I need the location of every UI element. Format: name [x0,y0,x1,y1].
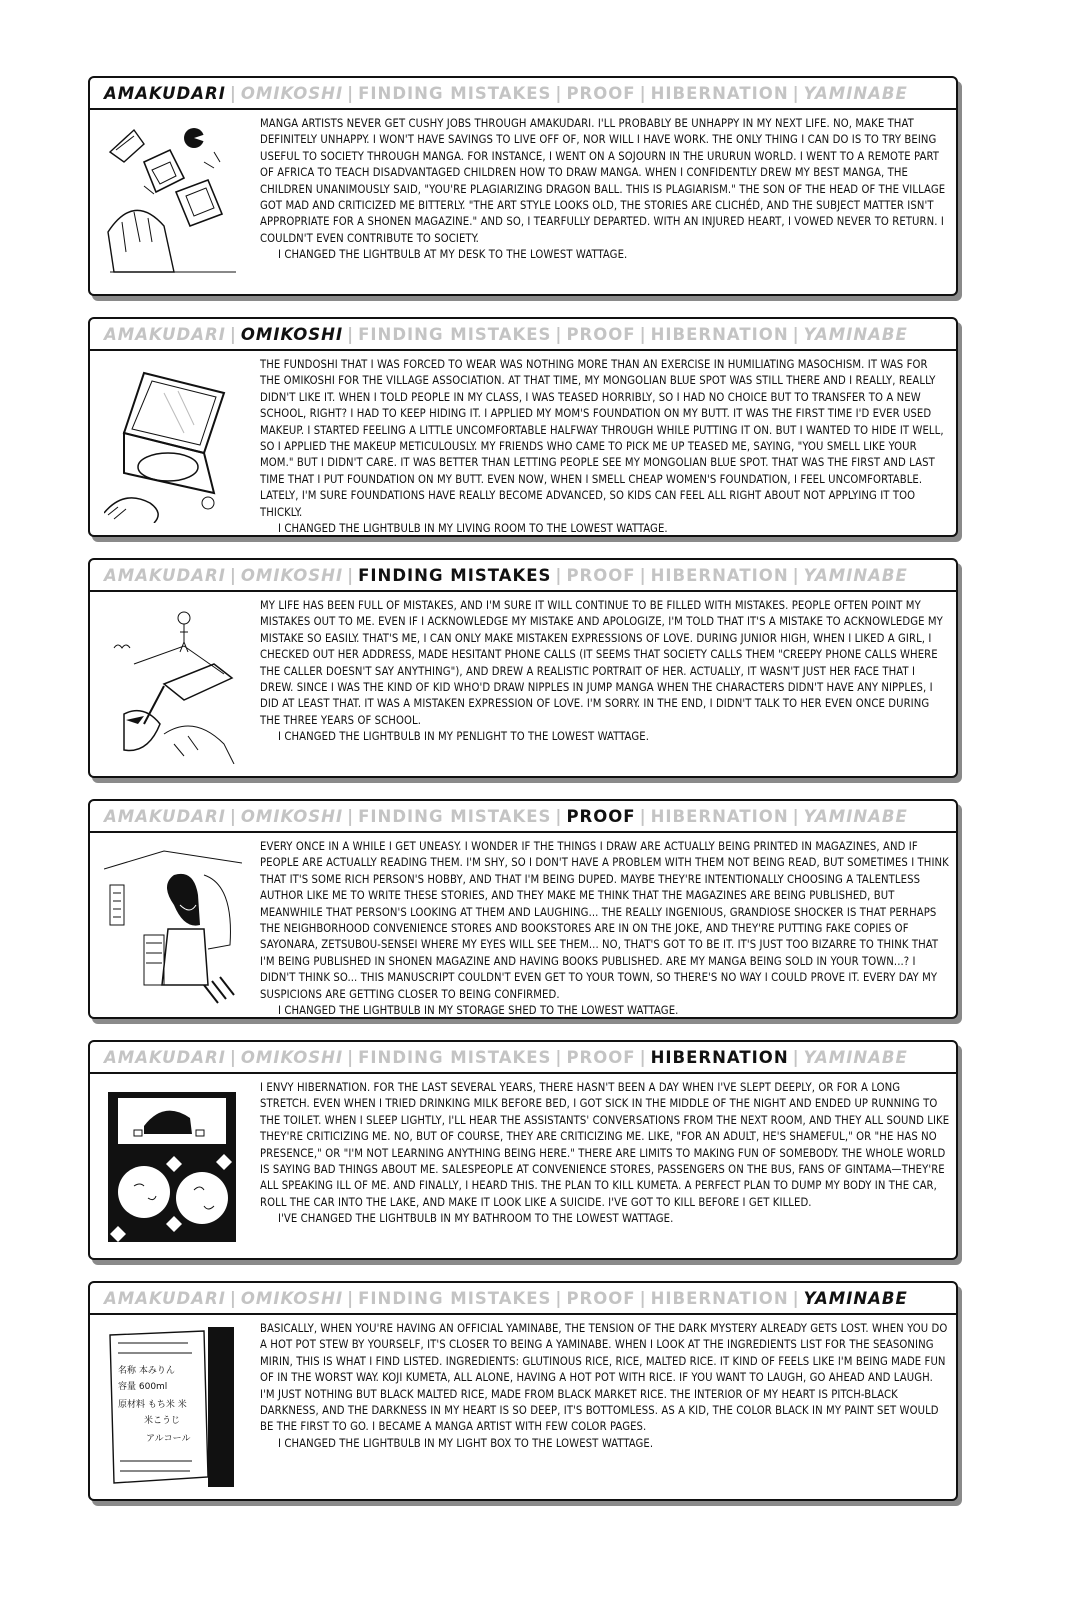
illustration-compact-mirror [104,363,242,523]
illustration-sleeping-futon [104,1086,242,1246]
tab-bar: AMAKUDARI | OMIKOSHI | FINDING MISTAKES | PROOF | HIBERNATION | YAMINABE [90,1283,956,1315]
tab-omikoshi: OMIKOSHI [240,566,344,585]
section-body [260,1080,950,1228]
section-finding-mistakes [88,558,958,778]
section-body [260,1321,950,1452]
tab-yaminabe: YAMINABE [803,325,908,344]
tab-proof: PROOF [566,1289,636,1308]
tab-proof: PROOF [566,84,636,103]
tab-finding-mistakes: FINDING MISTAKES [358,325,552,344]
illustration-magazine-rack [104,845,242,1005]
illustration-mirin-label [104,1327,242,1487]
tab-proof: PROOF [566,566,636,585]
tab-finding-mistakes: FINDING MISTAKES [358,807,552,826]
section-closing-line: I CHANGED THE LIGHTBULB AT MY DESK TO THE LOWEST WATTAGE. [278,248,628,262]
label-line: 米こうじ [144,1416,181,1426]
section-yaminabe [88,1281,958,1501]
tab-omikoshi: OMIKOSHI [240,325,344,344]
tab-amakudari: AMAKUDARI [104,325,226,344]
section-body [260,116,950,264]
tab-bar: AMAKUDARI | OMIKOSHI | FINDING MISTAKES | PROOF | HIBERNATION | YAMINABE [90,1042,956,1074]
section-text: THE FUNDOSHI THAT I WAS FORCED TO WEAR WAS NOTHING MORE THAN AN EXERCISE IN HUMILIATING MASOCHISM. IT WAS FOR THE OMIKOSHI FOR THE VILLAGE ASSOCIATION. AT THAT TIME, MY MONGOLIAN BLUE SPOT WAS STILL THERE AND I REALLY, REALLY DIDN'T LIKE IT. WHEN I TOLD PEOPLE IN MY CLASS, I WAS TEASED HORRIBLY, SO I HAD NO CHOICE BUT TO TRANSFER TO A NEW SCHOOL, RIGHT? I HAD TO KEEP HIDING IT. I APPLIED MY MOM'S FOUNDATION ON MY BUTT. IT WAS THE FIRST TIME I'D EVER USED MAKEUP. I STARTED FEELING A LITTLE UNCOMFORTABLE HALFWAY THROUGH WHILE PUTTING IT ON. BUT I WANTED TO HIDE IT WELL, SO I APPLIED THE MAKEUP METICULOUSLY. MY FRIENDS WHO CAME TO PICK ME UP TEASED ME, SAYING, "YOU SMELL LIKE YOUR MOM." BUT I DIDN'T CARE. IT WAS BETTER THAN LETTING PEOPLE SEE MY MONGOLIAN BLUE SPOT. THAT WAS THE FIRST AND LAST TIME THAT I PUT FOUNDATION ON MY BUTT. EVEN NOW, WHEN I SMELL CHEAP WOMEN'S FOUNDATION, I FEEL UNCOMFORTABLE. LATELY, I'M SURE FOUNDATIONS HAVE REALLY BECOME ADVANCED, SO KIDS CAN FEEL ALL RIGHT ABOUT NOT APPLYING IT TOO THICKLY. [260,358,944,519]
tab-yaminabe: YAMINABE [803,807,908,826]
section-body [260,598,950,746]
section-closing-line: I CHANGED THE LIGHTBULB IN MY LIGHT BOX TO THE LOWEST WATTAGE. [278,1436,654,1450]
label-line: 容量 600ml [118,1382,168,1392]
section-proof [88,799,958,1019]
tab-yaminabe: YAMINABE [803,84,908,103]
label-line: 原材料 もち米 米 [118,1400,187,1410]
tab-bar: AMAKUDARI | OMIKOSHI | FINDING MISTAKES | PROOF | HIBERNATION | YAMINABE [90,801,956,833]
tab-amakudari: AMAKUDARI [104,84,226,103]
tab-yaminabe: YAMINABE [803,1048,908,1067]
tab-bar: AMAKUDARI | OMIKOSHI | FINDING MISTAKES | PROOF | HIBERNATION | YAMINABE [90,560,956,592]
section-text: BASICALLY, WHEN YOU'RE HAVING AN OFFICIAL YAMINABE, THE TENSION OF THE DARK MYSTERY ALREADY GETS LOST. WHEN YOU DO A HOT POT STEW BY YOURSELF, IT'S CLOSER TO BEING A YAMINABE. WHEN I LOOK AT THE INGREDIENTS LIST FOR THE SEASONING MIRIN, THIS IS WHAT I FIND LISTED. INGREDIENTS: GLUTINOUS RICE, RICE, MALTED RICE. IT KIND OF FEELS LIKE I'M BEING MADE FUN OF IN THE WORST WAY. KOJI KUMETA, ALL ALONE, HAVING A HOT POT WITH RICE. IF YOU WANT TO LAUGH, GO AHEAD AND LAUGH. I'M JUST NOTHING BUT BLACK MALTED RICE, MADE FROM BLACK MARKET RICE. THE INTERIOR OF MY HEART IS PITCH-BLACK DARKNESS, AND THE DARKNESS IN MY HEART IS SO DEEP, IT'S BOTTOMLESS. AS A KID, THE COLOR BLACK IN MY PAINT SET WOULD BE THE FIRST TO GO. I BECAME A MANGA ARTIST WITH FEW COLOR PAGES. [260,1322,948,1434]
section-closing-line: I CHANGED THE LIGHTBULB IN MY PENLIGHT TO THE LOWEST WATTAGE. [278,730,649,744]
tab-bar: AMAKUDARI | OMIKOSHI | FINDING MISTAKES | PROOF | HIBERNATION | YAMINABE [90,319,956,351]
section-body [260,839,950,1019]
tab-amakudari: AMAKUDARI [104,1048,226,1067]
tab-yaminabe: YAMINABE [803,1289,908,1308]
tab-hibernation: HIBERNATION [650,807,789,826]
tab-omikoshi: OMIKOSHI [240,1289,344,1308]
section-text: MY LIFE HAS BEEN FULL OF MISTAKES, AND I'M SURE IT WILL CONTINUE TO BE FILLED WITH MISTAKES. PEOPLE OFTEN POINT MY MISTAKES OUT TO ME. EVEN IF I ACKNOWLEDGE MY MISTAKE AND APOLOGIZE, I'M TOLD THAT IT'S A MISTAKE TO ACKNOWLEDGE MY MISTAKE SO EASILY. THAT'S ME, I CAN ONLY MAKE MISTAKEN EXPRESSIONS OF LOVE. DURING JUNIOR HIGH, WHEN I LIKED A GIRL, I CHECKED OUT HER ADDRESS, MADE HESITANT PHONE CALLS (IT SEEMS THAT SOCIETY CALLS THEM "CREEPY PHONE CALLS WHERE THE CALLER DOESN'T SAY ANYTHING"), AND DREW A REALISTIC PORTRAIT OF HER. ACTUALLY, IT WASN'T JUST HER FACE THAT I DREW. SINCE I WAS THE KIND OF KID WHO'D DRAW NIPPLES IN JUMP MANGA WHEN THE CHARACTERS DIDN'T HAVE ANY NIPPLES, I DID AT LEAST THAT. IT WAS A MISTAKEN EXPRESSION OF LOVE. I'M SORRY. IN THE END, I DIDN'T TALK TO HER EVEN ONCE DURING THE THREE YEARS OF SCHOOL. [260,599,943,727]
section-closing-line: I CHANGED THE LIGHTBULB IN MY LIVING ROOM TO THE LOWEST WATTAGE. [278,522,668,536]
illustration-falling-papers [104,122,242,282]
tab-finding-mistakes: FINDING MISTAKES [358,1048,552,1067]
tab-proof: PROOF [566,807,636,826]
tab-finding-mistakes: FINDING MISTAKES [358,84,552,103]
section-closing-line: I CHANGED THE LIGHTBULB IN MY STORAGE SHED TO THE LOWEST WATTAGE. [278,1004,679,1018]
section-hibernation [88,1040,958,1260]
section-amakudari [88,76,958,296]
tab-hibernation: HIBERNATION [650,1289,789,1308]
section-closing-line: I'VE CHANGED THE LIGHTBULB IN MY BATHROOM TO THE LOWEST WATTAGE. [278,1212,674,1226]
tab-hibernation: HIBERNATION [650,1048,789,1067]
tab-omikoshi: OMIKOSHI [240,84,344,103]
tab-omikoshi: OMIKOSHI [240,807,344,826]
tab-omikoshi: OMIKOSHI [240,1048,344,1067]
label-line: アルコール [146,1434,191,1444]
illustration-drawing-hand [104,604,242,764]
tab-proof: PROOF [566,325,636,344]
tab-proof: PROOF [566,1048,636,1067]
tab-finding-mistakes: FINDING MISTAKES [358,566,552,585]
tab-hibernation: HIBERNATION [650,84,789,103]
tab-amakudari: AMAKUDARI [104,566,226,585]
tab-hibernation: HIBERNATION [650,566,789,585]
tab-amakudari: AMAKUDARI [104,807,226,826]
tab-yaminabe: YAMINABE [803,566,908,585]
label-line: 名称 本みりん [118,1366,175,1376]
tab-finding-mistakes: FINDING MISTAKES [358,1289,552,1308]
tab-bar: AMAKUDARI | OMIKOSHI | FINDING MISTAKES | PROOF | HIBERNATION | YAMINABE [90,78,956,110]
section-text: EVERY ONCE IN A WHILE I GET UNEASY. I WONDER IF THE THINGS I DRAW ARE ACTUALLY BEING PRINTED IN MAGAZINES, AND IF PEOPLE ARE ACTUALLY READING THEM. I'M SHY, SO I DON'T HAVE A PROBLEM WITH THEM NOT BEING READ, BUT SOMETIMES I THINK THAT IT'S SOME RICH PERSON'S HOBBY, AND THAT I'M BEING DUPED. MAYBE THEY'RE INTENTIONALLY CHOOSING A TALENTLESS AUTHOR LIKE ME TO WRITE THESE STORIES, AND THEY MAKE ME THINK THAT THE MAGAZINES ARE BEING PUBLISHED, BUT MEANWHILE THAT PERSON'S LOOKING AT THEM AND LAUGHING... THE REALLY INGENIOUS, GRANDIOSE SHOCKER IS THAT PERHAPS THE NEIGHBORHOOD CONVENIENCE STORES AND BOOKSTORES ARE IN ON THE JOKE, AND THEY'RE PUTTING FAKE COPIES OF SAYONARA, ZETSUBOU-SENSEI WHERE MY EYES WILL SEE THEM... NO, THAT'S GOT TO BE IT. IT'S JUST TOO BIZARRE TO THINK THAT I'M BEING PUBLISHED IN SHONEN MAGAZINE AND HAVING BOOKS PUBLISHED. ARE MY MANGA BEING SOLD IN YOUR TOWN...? I DIDN'T THINK SO... THIS MANUSCRIPT COULDN'T EVEN GET TO YOUR TOWN, SO THERE'S NO WAY I COULD PROVE IT. EVERY DAY MY SUSPICIONS ARE GETTING CLOSER TO BEING CONFIRMED. [260,840,949,1001]
section-body [260,357,950,537]
section-text: I ENVY HIBERNATION. FOR THE LAST SEVERAL YEARS, THERE HASN'T BEEN A DAY WHEN I'VE SLEPT DEEPLY, OR FOR A LONG STRETCH. EVEN WHEN I TRIED DRINKING MILK BEFORE BED, I GOT SICK IN THE MIDDLE OF THE NIGHT AND ENDED UP RUNNING TO THE TOILET. WHEN I SLEEP LIGHTLY, I'LL HEAR THE ASSISTANTS' CONVERSATIONS FROM THE NEXT ROOM, AND THEY ALL SOUND LIKE THEY'RE CRITICIZING ME. NO, BUT OF COURSE, THEY ARE CRITICIZING ME. LIKE, "FOR AN ADULT, HE'S SHAMEFUL," OR "HE HAS NO PRESENCE," OR "I'M NOT LEARNING ANYTHING BEING HERE." THERE ARE LIMITS TO MAKING FUN OF SOMEBODY. THE WHOLE WORLD IS SAYING BAD THINGS ABOUT ME. SALESPEOPLE AT CONVENIENCE STORES, PASSENGERS ON THE BUS, FANS OF GINTAMA—THEY'RE ALL SPEAKING ILL OF ME. AND FINALLY, I HEARD THIS. THE PLAN TO KILL KUMETA. A PERFECT PLAN TO DUMP MY BODY IN THE CAR, ROLL THE CAR INTO THE LAKE, AND MAKE IT LOOK LIKE A SUICIDE. I'VE GOT TO KILL BEFORE I GET KILLED. [260,1081,950,1209]
section-omikoshi [88,317,958,537]
tab-hibernation: HIBERNATION [650,325,789,344]
tab-amakudari: AMAKUDARI [104,1289,226,1308]
section-text: MANGA ARTISTS NEVER GET CUSHY JOBS THROUGH AMAKUDARI. I'LL PROBABLY BE UNHAPPY IN MY NEXT LIFE. NO, MAKE THAT DEFINITELY UNHAPPY. I WON'T HAVE SAVINGS TO LIVE OFF OF, NOR WILL I HAVE WORK. THE ONLY THING I CAN DO IS TO TRY BEING USEFUL TO SOCIETY THROUGH MANGA. FOR INSTANCE, I WENT ON A SOJOURN IN THE URURUN WORLD. I WENT TO A REMOTE PART OF AFRICA TO TEACH DISADVANTAGED CHILDREN HOW TO DRAW MANGA. WHEN I CONFIDENTLY DREW MY BEST MANGA, THE CHILDREN UNANIMOUSLY SAID, "YOU'RE PLAGIARIZING DRAGON BALL. THIS IS PLAGIARISM." THE SON OF THE HEAD OF THE VILLAGE GOT MAD AND CRITICIZED ME BITTERLY. "THE ART STYLE LOOKS OLD, THE STORIES ARE CLICHÉD, AND THE SUBJECT MATTER ISN'T APPROPRIATE FOR A SHONEN MAGAZINE." AND SO, I TEARFULLY DEPARTED. WITH AN INJURED HEART, I VOWED NEVER TO RETURN. I COULDN'T EVEN CONTRIBUTE TO SOCIETY. [260,117,946,245]
